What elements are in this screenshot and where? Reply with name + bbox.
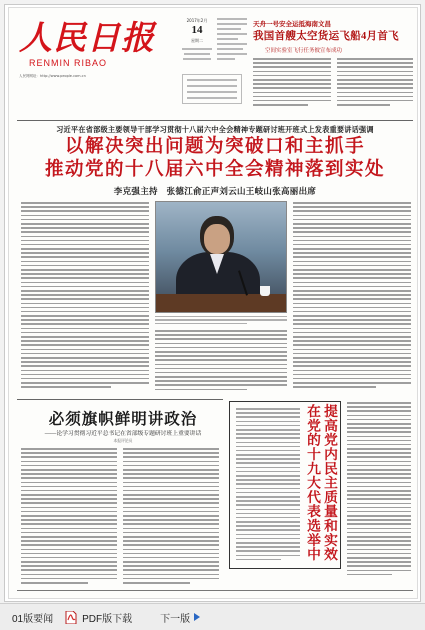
commentary-author: 本报评论员 <box>113 438 133 443</box>
top-story-text-left <box>253 58 331 108</box>
top-story-title[interactable]: 我国首艘太空货运飞船4月首飞 <box>253 31 399 42</box>
lead-headline-line-2: 推动党的十八届六中全会精神落到实处 <box>44 160 385 180</box>
editorial-title-line-2: 在党的十九大代表选举中 <box>305 404 320 562</box>
editorial-title[interactable] <box>305 404 337 574</box>
top-story-kicker: 天舟一号安全运抵海南文昌 <box>253 21 331 28</box>
top-story-subtitle: 空间实验室飞行任务彼宣布成功 <box>265 48 343 54</box>
top-story-text-right <box>337 58 413 108</box>
arrow-right-icon <box>194 613 200 621</box>
photo-caption <box>155 316 287 326</box>
commentary-title[interactable]: 必须旗帜鲜明讲政治 <box>48 411 198 428</box>
lead-headline-line-1: 以解决突出问题为突破口和主抓手 <box>64 137 365 157</box>
issue-date-day: 14 <box>191 24 203 36</box>
commentary-subtitle: ——论学习贯彻习近平总书记在省部级专题研讨班上重要讲话 <box>44 431 202 437</box>
prev-page-link[interactable] <box>12 610 53 625</box>
prev-page-label: 01版要闻 <box>12 613 54 625</box>
next-page-label: 下一版 <box>160 613 191 625</box>
issue-date-weekday: 星期二 <box>191 38 203 43</box>
lead-text-col-1 <box>21 202 149 390</box>
newspaper-page[interactable] <box>8 7 418 599</box>
date-detail-line <box>183 58 211 60</box>
commentary-text-col-2 <box>123 448 219 586</box>
masthead-logo: 人民日报 <box>19 18 155 57</box>
masthead-logo-pinyin: RENMIN RIBAO <box>29 58 108 68</box>
lead-photo[interactable] <box>155 201 287 313</box>
lead-headline[interactable] <box>17 136 413 182</box>
right-text-col <box>347 402 411 578</box>
editorial-text <box>236 408 300 563</box>
date-detail-line <box>182 48 212 50</box>
page-nav-bar <box>0 603 425 630</box>
issue-date <box>180 18 214 63</box>
pdf-download-label: PDF版下载 <box>82 613 133 625</box>
lead-byline: 李克强主持 张德江俞正声刘云山王岐山张高丽出席 <box>113 186 317 196</box>
masthead-info-box <box>182 74 242 104</box>
editorial-title-line-1: 提高党内民主质量和实效 <box>322 404 337 562</box>
commentary-text-col-1 <box>21 448 117 586</box>
next-page-link[interactable] <box>160 610 200 625</box>
lead-text-col-2 <box>155 330 287 393</box>
issue-date-month: 2017年2月 <box>186 18 208 23</box>
publisher-info <box>217 18 247 63</box>
divider <box>17 120 413 121</box>
lead-text-col-3 <box>293 202 411 390</box>
divider <box>17 590 413 591</box>
newspaper-viewer <box>4 4 421 602</box>
divider <box>17 399 223 400</box>
pdf-download-link[interactable] <box>65 610 132 625</box>
masthead <box>17 14 413 120</box>
masthead-site: 人民网网址：http://www.people.com.cn <box>19 74 86 78</box>
lead-kicker: 习近平在省部级主要领导干部学习贯彻十八届六中全会精神专题研讨班开班式上发表重要讲话强调 <box>56 126 374 134</box>
date-detail-line <box>184 53 210 55</box>
pdf-icon <box>65 611 77 624</box>
